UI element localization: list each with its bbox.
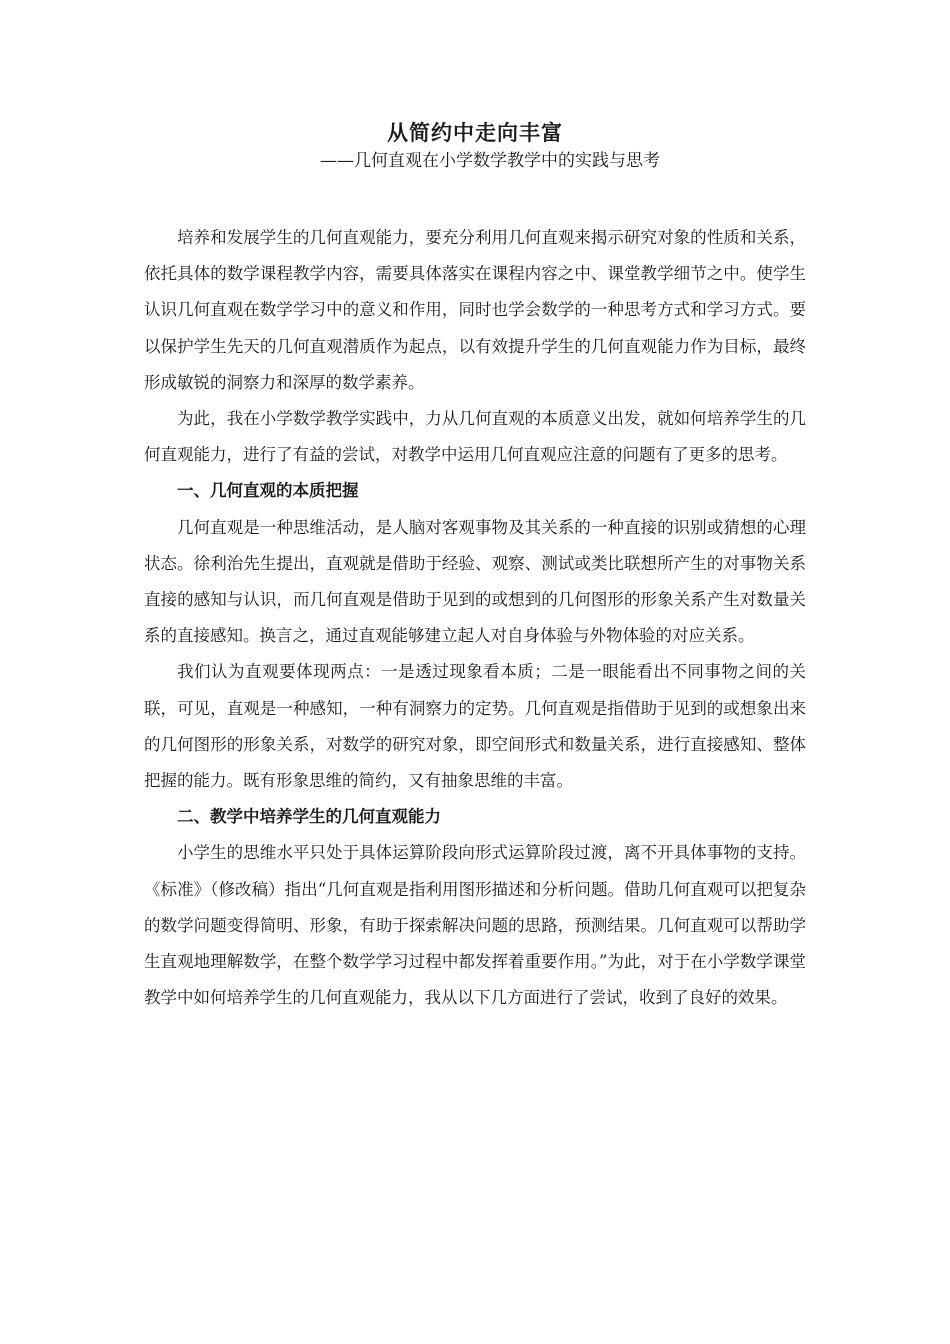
paragraph-5: 小学生的思维水平只处于具体运算阶段向形式运算阶段过渡，离不开具体事物的支持。《标准》（修改稿）指出“几何直观是指利用图形描述和分析问题。借助几何直观可以把复杂的数学问题变得简明、形象，有助于探索解决问题的思路，预测结果。几何直观可以帮助学生直观地理解数学，在整个数学学习过程中都发挥着重要作用。”为此，对于在小学数学课堂教学中如何培养学生的几何直观能力，我从以下几方面进行了尝试，收到了良好的效果。 (144, 843, 806, 1008)
paragraph-4: 我们认为直观要体现两点：一是透过现象看本质；二是一眼能看出不同事物之间的关联，可见，直观是一种感知，一种有洞察力的定势。几何直观是指借助于见到的或想象出来的几何图形的形象关系，对数学的研究对象，即空间形式和数量关系，进行直接感知、整体把握的能力。既有形象思维的简约，又有抽象思维的丰富。 (144, 662, 806, 791)
document-subtitle: ——几何直观在小学数学教学中的实践与思考 (320, 151, 660, 171)
paragraph-2: 为此，我在小学数学教学实践中，力从几何直观的本质意义出发，就如何培养学生的几何直观能力，进行了有益的尝试，对教学中运用几何直观应注意的问题有了更多的思考。 (144, 409, 806, 465)
document-title: 从简约中走向丰富 (387, 121, 563, 145)
document-body (144, 220, 806, 1016)
paragraph-3: 几何直观是一种思维活动，是人脑对客观事物及其关系的一种直接的识别或猜想的心理状态。徐利治先生提出，直观就是借助于经验、观察、测试或类比联想所产生的对事物关系直接的感知与认识，而几何直观是借助于见到的或想到的几何图形的形象关系产生对数量关系的直接感知。换言之，通过直观能够建立起人对自身体验与外物体验的对应关系。 (144, 517, 806, 646)
document-page (144, 118, 806, 1016)
section-heading-2: 二、教学中培养学生的几何直观能力 (177, 807, 441, 827)
section-heading-1: 一、几何直观的本质把握 (177, 481, 359, 501)
paragraph-1: 培养和发展学生的几何直观能力，要充分利用几何直观来揭示研究对象的性质和关系，依托具体的数学课程教学内容，需要具体落实在课程内容之中、课堂教学细节之中。使学生认识几何直观在数学学习中的意义和作用，同时也学会数学的一种思考方式和学习方式。要以保护学生先天的几何直观潜质作为起点，以有效提升学生的几何直观能力作为目标，最终形成敏锐的洞察力和深厚的数学素养。 (144, 228, 806, 392)
